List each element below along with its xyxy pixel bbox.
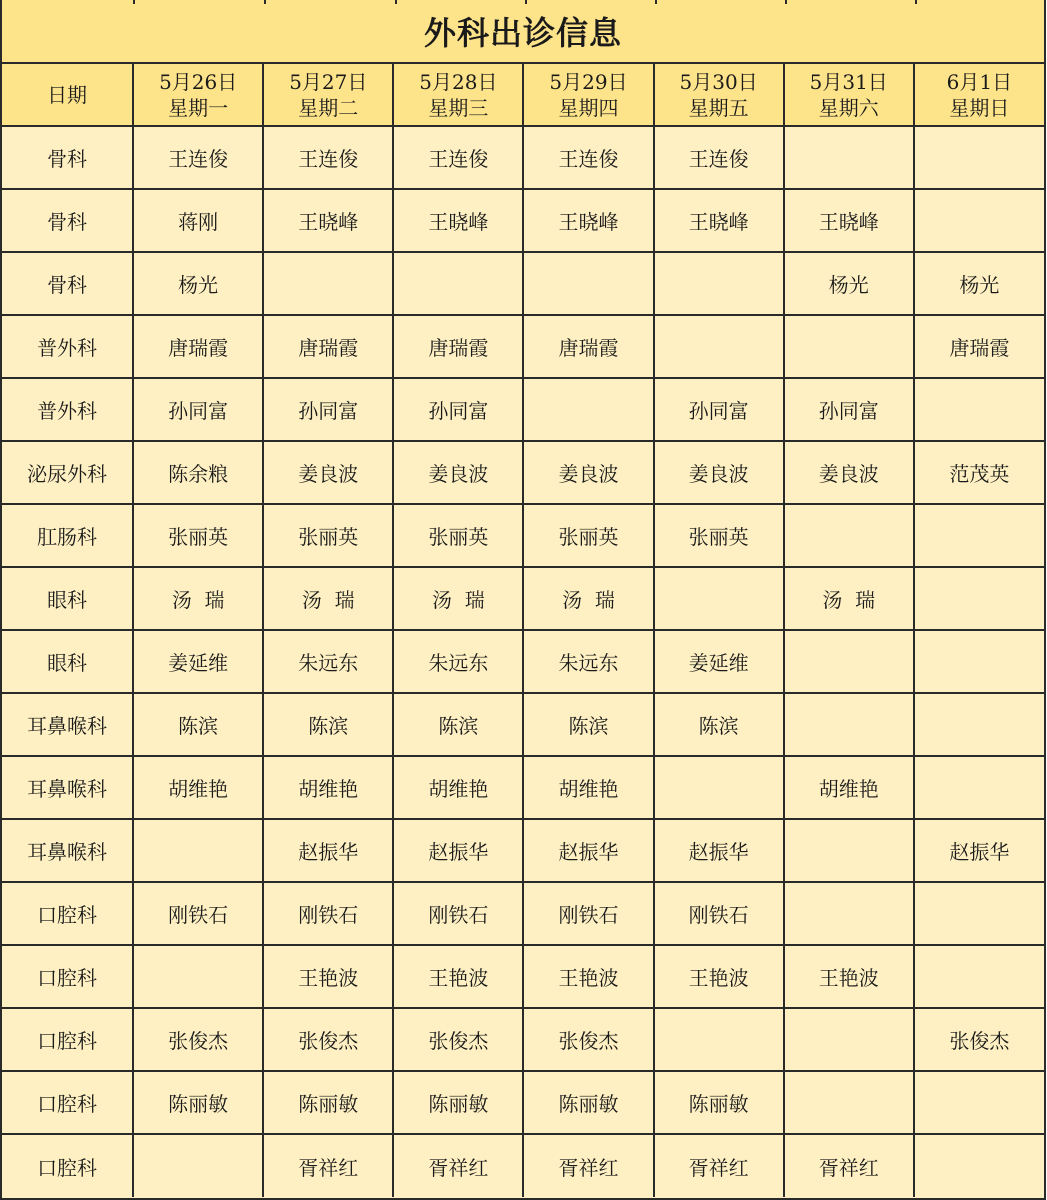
doctor-cell	[784, 819, 914, 882]
doctor-cell	[914, 378, 1044, 441]
doctor-cell: 王艳波	[263, 945, 393, 1008]
doctor-cell: 胡维艳	[784, 756, 914, 819]
doctor-cell: 杨光	[133, 252, 263, 315]
doctor-cell	[914, 945, 1044, 1008]
doctor-cell: 唐瑞霞	[393, 315, 523, 378]
doctor-cell: 朱远东	[263, 630, 393, 693]
doctor-cell: 胡维艳	[523, 756, 653, 819]
doctor-cell	[654, 1008, 784, 1071]
doctor-cell: 张丽英	[523, 504, 653, 567]
table-row	[2, 1008, 1044, 1071]
doctor-cell: 王晓峰	[263, 189, 393, 252]
department-cell: 耳鼻喉科	[2, 756, 133, 819]
doctor-cell: 汤 瑞	[133, 567, 263, 630]
doctor-cell	[914, 1071, 1044, 1134]
doctor-cell: 唐瑞霞	[914, 315, 1044, 378]
doctor-cell: 张俊杰	[133, 1008, 263, 1071]
doctor-cell: 唐瑞霞	[523, 315, 653, 378]
table-row	[2, 945, 1044, 1008]
doctor-cell	[523, 252, 653, 315]
department-cell: 耳鼻喉科	[2, 693, 133, 756]
doctor-cell: 蒋刚	[133, 189, 263, 252]
department-cell: 骨科	[2, 126, 133, 189]
department-cell: 眼科	[2, 567, 133, 630]
doctor-cell	[654, 756, 784, 819]
table-row	[2, 630, 1044, 693]
doctor-cell: 孙同富	[654, 378, 784, 441]
doctor-cell	[914, 189, 1044, 252]
doctor-cell: 赵振华	[393, 819, 523, 882]
doctor-cell: 王连俊	[654, 126, 784, 189]
doctor-cell: 杨光	[914, 252, 1044, 315]
doctor-cell: 孙同富	[263, 378, 393, 441]
doctor-cell: 王连俊	[133, 126, 263, 189]
day-weekday: 星期日	[949, 95, 1010, 120]
schedule-body	[2, 126, 1044, 1197]
doctor-cell	[914, 882, 1044, 945]
doctor-cell: 张俊杰	[263, 1008, 393, 1071]
department-cell: 骨科	[2, 189, 133, 252]
doctor-cell	[784, 693, 914, 756]
doctor-cell	[914, 630, 1044, 693]
day-date: 5月30日	[679, 69, 758, 94]
doctor-cell: 王艳波	[393, 945, 523, 1008]
doctor-cell: 胥祥红	[654, 1134, 784, 1197]
doctor-cell: 张丽英	[654, 504, 784, 567]
department-cell: 眼科	[2, 630, 133, 693]
doctor-cell	[914, 693, 1044, 756]
doctor-cell: 胥祥红	[523, 1134, 653, 1197]
doctor-cell: 孙同富	[133, 378, 263, 441]
doctor-cell: 赵振华	[914, 819, 1044, 882]
doctor-cell	[393, 252, 523, 315]
doctor-cell: 姜良波	[784, 441, 914, 504]
table-row	[2, 756, 1044, 819]
department-cell: 普外科	[2, 315, 133, 378]
doctor-cell: 胡维艳	[133, 756, 263, 819]
department-cell: 口腔科	[2, 1071, 133, 1134]
day-header	[654, 64, 784, 126]
department-cell: 口腔科	[2, 882, 133, 945]
doctor-cell: 汤 瑞	[523, 567, 653, 630]
day-header	[523, 64, 653, 126]
doctor-cell: 王晓峰	[393, 189, 523, 252]
doctor-cell: 姜延维	[654, 630, 784, 693]
doctor-cell	[654, 567, 784, 630]
doctor-cell: 张俊杰	[914, 1008, 1044, 1071]
doctor-cell: 陈丽敏	[263, 1071, 393, 1134]
day-header	[784, 64, 914, 126]
doctor-cell: 陈滨	[393, 693, 523, 756]
department-cell: 肛肠科	[2, 504, 133, 567]
doctor-cell	[784, 1071, 914, 1134]
department-cell: 普外科	[2, 378, 133, 441]
doctor-cell: 赵振华	[654, 819, 784, 882]
day-header	[133, 64, 263, 126]
doctor-cell: 陈余粮	[133, 441, 263, 504]
doctor-cell: 孙同富	[784, 378, 914, 441]
doctor-cell: 王艳波	[523, 945, 653, 1008]
doctor-cell: 张丽英	[263, 504, 393, 567]
doctor-cell: 赵振华	[263, 819, 393, 882]
day-weekday: 星期六	[818, 95, 879, 120]
doctor-cell: 汤 瑞	[263, 567, 393, 630]
day-date: 5月28日	[419, 69, 498, 94]
department-cell: 口腔科	[2, 945, 133, 1008]
doctor-cell: 陈滨	[654, 693, 784, 756]
doctor-cell	[784, 630, 914, 693]
table-row	[2, 819, 1044, 882]
day-date: 6月1日	[946, 69, 1013, 94]
doctor-cell: 姜良波	[654, 441, 784, 504]
day-header	[393, 64, 523, 126]
table-row	[2, 1071, 1044, 1134]
doctor-cell: 王艳波	[784, 945, 914, 1008]
doctor-cell: 陈丽敏	[523, 1071, 653, 1134]
doctor-cell	[784, 315, 914, 378]
doctor-cell: 唐瑞霞	[263, 315, 393, 378]
doctor-cell: 杨光	[784, 252, 914, 315]
table-row	[2, 378, 1044, 441]
table-row	[2, 504, 1044, 567]
doctor-cell: 张俊杰	[523, 1008, 653, 1071]
doctor-cell: 唐瑞霞	[133, 315, 263, 378]
doctor-cell	[523, 378, 653, 441]
doctor-cell	[784, 1008, 914, 1071]
doctor-cell: 汤 瑞	[784, 567, 914, 630]
doctor-cell	[133, 819, 263, 882]
doctor-cell: 陈滨	[523, 693, 653, 756]
doctor-cell: 范茂英	[914, 441, 1044, 504]
table-row	[2, 882, 1044, 945]
doctor-cell: 张俊杰	[393, 1008, 523, 1071]
doctor-cell: 陈丽敏	[654, 1071, 784, 1134]
doctor-cell: 王连俊	[523, 126, 653, 189]
day-header	[914, 64, 1044, 126]
doctor-cell: 陈滨	[133, 693, 263, 756]
date-label-cell: 日期	[2, 64, 133, 126]
department-cell: 口腔科	[2, 1134, 133, 1197]
doctor-cell: 刚铁石	[654, 882, 784, 945]
doctor-cell: 刚铁石	[393, 882, 523, 945]
schedule-table	[2, 64, 1044, 1197]
doctor-cell: 陈滨	[263, 693, 393, 756]
doctor-cell	[133, 1134, 263, 1197]
table-row	[2, 189, 1044, 252]
doctor-cell: 姜良波	[263, 441, 393, 504]
day-date: 5月29日	[549, 69, 628, 94]
doctor-cell: 姜良波	[393, 441, 523, 504]
doctor-cell	[133, 945, 263, 1008]
doctor-cell: 姜延维	[133, 630, 263, 693]
doctor-cell: 胥祥红	[263, 1134, 393, 1197]
table-row	[2, 1134, 1044, 1197]
doctor-cell: 王艳波	[654, 945, 784, 1008]
table-row	[2, 693, 1044, 756]
doctor-cell: 陈丽敏	[133, 1071, 263, 1134]
page-title: 外科出诊信息	[2, 0, 1044, 64]
day-date: 5月31日	[809, 69, 888, 94]
doctor-cell: 王连俊	[263, 126, 393, 189]
day-date: 5月27日	[289, 69, 368, 94]
doctor-cell: 孙同富	[393, 378, 523, 441]
day-date: 5月26日	[159, 69, 238, 94]
doctor-cell	[263, 252, 393, 315]
doctor-cell	[784, 126, 914, 189]
doctor-cell: 朱远东	[523, 630, 653, 693]
doctor-cell: 胡维艳	[393, 756, 523, 819]
doctor-cell	[784, 504, 914, 567]
header-row	[2, 64, 1044, 126]
doctor-cell: 刚铁石	[523, 882, 653, 945]
department-cell: 泌尿外科	[2, 441, 133, 504]
doctor-cell	[914, 1134, 1044, 1197]
table-row	[2, 567, 1044, 630]
table-row	[2, 315, 1044, 378]
doctor-cell: 王晓峰	[654, 189, 784, 252]
doctor-cell: 刚铁石	[133, 882, 263, 945]
doctor-cell: 赵振华	[523, 819, 653, 882]
day-weekday: 星期一	[168, 95, 229, 120]
doctor-cell: 汤 瑞	[393, 567, 523, 630]
day-weekday: 星期四	[558, 95, 619, 120]
doctor-cell: 王连俊	[393, 126, 523, 189]
doctor-cell: 王晓峰	[784, 189, 914, 252]
doctor-cell: 刚铁石	[263, 882, 393, 945]
department-cell: 口腔科	[2, 1008, 133, 1071]
doctor-cell: 朱远东	[393, 630, 523, 693]
doctor-cell	[784, 882, 914, 945]
day-weekday: 星期五	[688, 95, 749, 120]
table-row	[2, 441, 1044, 504]
day-weekday: 星期二	[298, 95, 359, 120]
doctor-cell: 王晓峰	[523, 189, 653, 252]
table-row	[2, 126, 1044, 189]
doctor-cell: 胥祥红	[393, 1134, 523, 1197]
doctor-cell: 张丽英	[393, 504, 523, 567]
doctor-cell: 姜良波	[523, 441, 653, 504]
doctor-cell: 陈丽敏	[393, 1071, 523, 1134]
day-weekday: 星期三	[428, 95, 489, 120]
doctor-cell	[914, 756, 1044, 819]
day-header	[263, 64, 393, 126]
doctor-cell	[914, 504, 1044, 567]
table-row	[2, 252, 1044, 315]
doctor-cell: 张丽英	[133, 504, 263, 567]
doctor-cell: 胡维艳	[263, 756, 393, 819]
department-cell: 耳鼻喉科	[2, 819, 133, 882]
doctor-cell	[654, 315, 784, 378]
doctor-cell: 胥祥红	[784, 1134, 914, 1197]
department-cell: 骨科	[2, 252, 133, 315]
doctor-cell	[914, 567, 1044, 630]
doctor-cell	[914, 126, 1044, 189]
doctor-cell	[654, 252, 784, 315]
